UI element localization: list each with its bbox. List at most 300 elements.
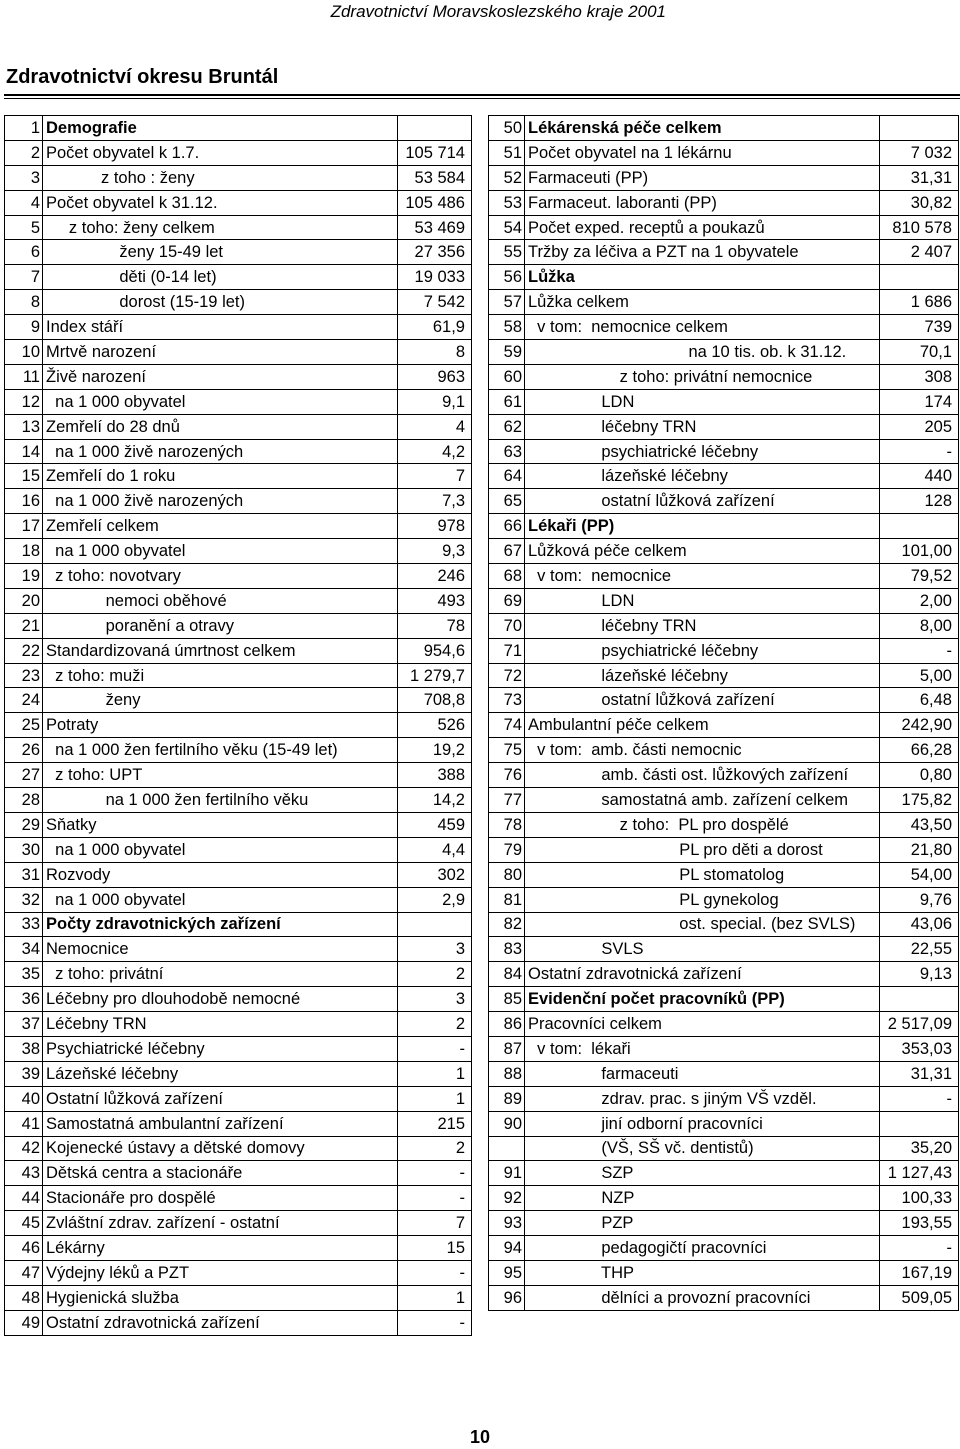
label-cell: farmaceuti (525, 1061, 880, 1086)
row-number-cell: 64 (489, 464, 525, 489)
row-number-cell: 79 (489, 837, 525, 862)
row-number-cell: 87 (489, 1036, 525, 1061)
table-row (489, 788, 959, 813)
row-number-cell: 66 (489, 514, 525, 539)
row-number-cell: 20 (5, 588, 43, 613)
label-cell: Ostatní zdravotnická zařízení (525, 962, 880, 987)
value-cell: 174 (880, 389, 959, 414)
table-row (489, 439, 959, 464)
section-row (489, 265, 959, 290)
row-number-cell: 59 (489, 340, 525, 365)
value-cell: 2 (398, 962, 472, 987)
row-number-cell: 42 (5, 1136, 43, 1161)
table-row (5, 1111, 472, 1136)
row-number-cell: 95 (489, 1260, 525, 1285)
label-cell: Ostatní zdravotnická zařízení (43, 1310, 398, 1335)
table-row (5, 489, 472, 514)
value-cell: 128 (880, 489, 959, 514)
value-cell: 3 (398, 937, 472, 962)
row-number-cell: 19 (5, 564, 43, 589)
value-cell: 708,8 (398, 688, 472, 713)
label-cell: Standardizovaná úmrtnost celkem (43, 638, 398, 663)
table-row (489, 588, 959, 613)
label-cell: z toho: privátní nemocnice (525, 364, 880, 389)
table-row (489, 340, 959, 365)
label-cell: Sňatky (43, 812, 398, 837)
label-cell: léčebny TRN (525, 414, 880, 439)
label-cell: THP (525, 1260, 880, 1285)
table-row (489, 1186, 959, 1211)
label-cell: lázeňské léčebny (525, 464, 880, 489)
row-number-cell: 7 (5, 265, 43, 290)
value-cell: 78 (398, 613, 472, 638)
table-row (489, 364, 959, 389)
row-number-cell: 57 (489, 290, 525, 315)
value-cell: 22,55 (880, 937, 959, 962)
value-cell: 1 (398, 1086, 472, 1111)
label-cell: Počet obyvatel k 31.12. (43, 190, 398, 215)
label-cell: psychiatrické léčebny (525, 439, 880, 464)
table-row (489, 190, 959, 215)
table-row (489, 564, 959, 589)
label-cell: Dětská centra a stacionáře (43, 1161, 398, 1186)
label-cell: z toho: privátní (43, 962, 398, 987)
label-cell: Index stáří (43, 315, 398, 340)
table-row (489, 1136, 959, 1161)
row-number-cell: 3 (5, 165, 43, 190)
value-cell: 4,2 (398, 439, 472, 464)
value-cell: 66,28 (880, 738, 959, 763)
value-cell: 242,90 (880, 713, 959, 738)
label-cell: LDN (525, 389, 880, 414)
value-cell: 9,1 (398, 389, 472, 414)
table-row (489, 215, 959, 240)
value-cell: 21,80 (880, 837, 959, 862)
table-row (5, 1236, 472, 1261)
value-cell: 302 (398, 862, 472, 887)
row-number-cell: 31 (5, 862, 43, 887)
row-number-cell: 16 (5, 489, 43, 514)
value-cell: 54,00 (880, 862, 959, 887)
value-cell: 3 (398, 987, 472, 1012)
label-cell: na 1 000 obyvatel (43, 539, 398, 564)
value-cell: - (398, 1161, 472, 1186)
value-cell: - (880, 1086, 959, 1111)
row-number-cell: 67 (489, 539, 525, 564)
table-row (5, 315, 472, 340)
table-row (489, 1211, 959, 1236)
label-cell: Léčebny TRN (43, 1012, 398, 1037)
label-cell: Lázeňské léčebny (43, 1061, 398, 1086)
table-row (5, 439, 472, 464)
table-row (489, 1161, 959, 1186)
row-number-cell: 90 (489, 1111, 525, 1136)
row-number-cell: 35 (5, 962, 43, 987)
table-row (5, 1036, 472, 1061)
label-cell: poranění a otravy (43, 613, 398, 638)
title-rule-thin (4, 98, 960, 99)
label-cell: Živě narození (43, 364, 398, 389)
label-cell: PZP (525, 1211, 880, 1236)
row-number-cell: 85 (489, 987, 525, 1012)
label-cell: pedagogičtí pracovníci (525, 1236, 880, 1261)
table-row (489, 713, 959, 738)
table-row (5, 564, 472, 589)
row-number-cell: 54 (489, 215, 525, 240)
label-cell: PL gynekolog (525, 887, 880, 912)
table-row (5, 763, 472, 788)
table-row (489, 389, 959, 414)
label-cell: Rozvody (43, 862, 398, 887)
value-cell: 2 (398, 1012, 472, 1037)
row-number-cell: 52 (489, 165, 525, 190)
row-number-cell: 49 (5, 1310, 43, 1335)
table-row (5, 340, 472, 365)
row-number-cell: 72 (489, 663, 525, 688)
value-cell: 2,00 (880, 588, 959, 613)
label-cell: psychiatrické léčebny (525, 638, 880, 663)
value-cell: 53 584 (398, 165, 472, 190)
table-row (5, 414, 472, 439)
table-row (5, 788, 472, 813)
value-cell: 246 (398, 564, 472, 589)
label-cell: na 10 tis. ob. k 31.12. (525, 340, 880, 365)
value-cell: 101,00 (880, 539, 959, 564)
label-cell: z toho: muži (43, 663, 398, 688)
table-row (5, 1136, 472, 1161)
table-row (5, 140, 472, 165)
value-cell (880, 1111, 959, 1136)
table-row (489, 688, 959, 713)
table-row (489, 887, 959, 912)
row-number-cell: 41 (5, 1111, 43, 1136)
value-cell (398, 116, 472, 141)
label-cell: LDN (525, 588, 880, 613)
label-cell: PL stomatolog (525, 862, 880, 887)
value-cell: 388 (398, 763, 472, 788)
label-cell: na 1 000 obyvatel (43, 389, 398, 414)
table-row (489, 240, 959, 265)
table-row (5, 1260, 472, 1285)
value-cell: 509,05 (880, 1285, 959, 1310)
label-cell: Evidenční počet pracovníků (PP) (525, 987, 880, 1012)
row-number-cell: 21 (5, 613, 43, 638)
label-cell: Výdejny léků a PZT (43, 1260, 398, 1285)
label-cell: na 1 000 obyvatel (43, 837, 398, 862)
value-cell: - (398, 1260, 472, 1285)
table-row (489, 1285, 959, 1310)
table-row (5, 514, 472, 539)
demography-table (4, 115, 472, 1336)
value-cell: 193,55 (880, 1211, 959, 1236)
value-cell: 27 356 (398, 240, 472, 265)
value-cell: 9,13 (880, 962, 959, 987)
row-number-cell: 6 (5, 240, 43, 265)
row-number-cell: 93 (489, 1211, 525, 1236)
value-cell: - (880, 638, 959, 663)
value-cell: 4 (398, 414, 472, 439)
label-cell: (VŠ, SŠ vč. dentistů) (525, 1136, 880, 1161)
row-number-cell: 11 (5, 364, 43, 389)
label-cell: Počet exped. receptů a poukazů (525, 215, 880, 240)
table-row (489, 638, 959, 663)
label-cell: ostatní lůžková zařízení (525, 489, 880, 514)
label-cell: NZP (525, 1186, 880, 1211)
value-cell: 2,9 (398, 887, 472, 912)
value-cell: 8,00 (880, 613, 959, 638)
row-number-cell (489, 1136, 525, 1161)
table-row (489, 663, 959, 688)
row-number-cell: 4 (5, 190, 43, 215)
table-row (489, 1012, 959, 1037)
section-row (489, 116, 959, 141)
value-cell: 205 (880, 414, 959, 439)
table-row (5, 464, 472, 489)
table-row (5, 389, 472, 414)
value-cell: 70,1 (880, 340, 959, 365)
row-number-cell: 56 (489, 265, 525, 290)
row-number-cell: 2 (5, 140, 43, 165)
label-cell: samostatná amb. zařízení celkem (525, 788, 880, 813)
value-cell: 15 (398, 1236, 472, 1261)
value-cell: 7 542 (398, 290, 472, 315)
row-number-cell: 96 (489, 1285, 525, 1310)
value-cell: 100,33 (880, 1186, 959, 1211)
table-row (5, 1186, 472, 1211)
label-cell: dorost (15-19 let) (43, 290, 398, 315)
label-cell: ženy (43, 688, 398, 713)
row-number-cell: 77 (489, 788, 525, 813)
value-cell: 4,4 (398, 837, 472, 862)
label-cell: Tržby za léčiva a PZT na 1 obyvatele (525, 240, 880, 265)
value-cell: 954,6 (398, 638, 472, 663)
value-cell: 105 714 (398, 140, 472, 165)
value-cell: 9,3 (398, 539, 472, 564)
row-number-cell: 14 (5, 439, 43, 464)
table-row (5, 190, 472, 215)
label-cell: ost. special. (bez SVLS) (525, 912, 880, 937)
value-cell: 5,00 (880, 663, 959, 688)
label-cell: Lůžka celkem (525, 290, 880, 315)
table-row (5, 290, 472, 315)
label-cell: Farmaceuti (PP) (525, 165, 880, 190)
table-row (489, 290, 959, 315)
table-row (5, 837, 472, 862)
row-number-cell: 47 (5, 1260, 43, 1285)
table-row (489, 1260, 959, 1285)
value-cell: 61,9 (398, 315, 472, 340)
table-row (489, 1061, 959, 1086)
table-row (5, 638, 472, 663)
row-number-cell: 51 (489, 140, 525, 165)
value-cell: 493 (398, 588, 472, 613)
label-cell: na 1 000 živě narozených (43, 439, 398, 464)
value-cell: 6,48 (880, 688, 959, 713)
value-cell: 2 (398, 1136, 472, 1161)
table-row (5, 215, 472, 240)
value-cell (398, 912, 472, 937)
label-cell: Lékaři (PP) (525, 514, 880, 539)
table-row (5, 812, 472, 837)
table-row (489, 962, 959, 987)
table-row (5, 613, 472, 638)
row-number-cell: 24 (5, 688, 43, 713)
value-cell: 1 (398, 1285, 472, 1310)
label-cell: na 1 000 obyvatel (43, 887, 398, 912)
row-number-cell: 81 (489, 887, 525, 912)
value-cell: 8 (398, 340, 472, 365)
label-cell: jiní odborní pracovníci (525, 1111, 880, 1136)
label-cell: Počet obyvatel na 1 lékárnu (525, 140, 880, 165)
label-cell: SZP (525, 1161, 880, 1186)
table-row (5, 962, 472, 987)
row-number-cell: 22 (5, 638, 43, 663)
label-cell: SVLS (525, 937, 880, 962)
table-row (5, 1285, 472, 1310)
label-cell: Mrtvě narození (43, 340, 398, 365)
value-cell: 215 (398, 1111, 472, 1136)
value-cell: 53 469 (398, 215, 472, 240)
row-number-cell: 30 (5, 837, 43, 862)
value-cell: 175,82 (880, 788, 959, 813)
section-row (489, 514, 959, 539)
table-row (489, 862, 959, 887)
table-row (5, 588, 472, 613)
section-row (5, 116, 472, 141)
table-row (489, 140, 959, 165)
value-cell: 105 486 (398, 190, 472, 215)
label-cell: PL pro děti a dorost (525, 837, 880, 862)
row-number-cell: 71 (489, 638, 525, 663)
row-number-cell: 68 (489, 564, 525, 589)
label-cell: na 1 000 žen fertilního věku (15-49 let) (43, 738, 398, 763)
row-number-cell: 48 (5, 1285, 43, 1310)
label-cell: Farmaceut. laboranti (PP) (525, 190, 880, 215)
table-row (489, 1036, 959, 1061)
label-cell: z toho: novotvary (43, 564, 398, 589)
row-number-cell: 58 (489, 315, 525, 340)
label-cell: Ambulantní péče celkem (525, 713, 880, 738)
table-row (489, 414, 959, 439)
value-cell: 2 407 (880, 240, 959, 265)
row-number-cell: 82 (489, 912, 525, 937)
row-number-cell: 28 (5, 788, 43, 813)
value-cell: - (398, 1186, 472, 1211)
table-row (5, 265, 472, 290)
row-number-cell: 9 (5, 315, 43, 340)
label-cell: Zemřelí do 1 roku (43, 464, 398, 489)
row-number-cell: 73 (489, 688, 525, 713)
value-cell (880, 116, 959, 141)
table-row (5, 539, 472, 564)
row-number-cell: 12 (5, 389, 43, 414)
row-number-cell: 26 (5, 738, 43, 763)
section-row (489, 987, 959, 1012)
table-row (5, 987, 472, 1012)
table-row (5, 1211, 472, 1236)
table-row (5, 663, 472, 688)
table-row (5, 1061, 472, 1086)
row-number-cell: 62 (489, 414, 525, 439)
label-cell: ostatní lůžková zařízení (525, 688, 880, 713)
table-row (5, 738, 472, 763)
label-cell: amb. části ost. lůžkových zařízení (525, 763, 880, 788)
row-number-cell: 10 (5, 340, 43, 365)
table-row (5, 165, 472, 190)
label-cell: Lékárny (43, 1236, 398, 1261)
row-number-cell: 70 (489, 613, 525, 638)
value-cell: 1 686 (880, 290, 959, 315)
value-cell: 43,50 (880, 812, 959, 837)
table-row (489, 613, 959, 638)
label-cell: z toho: PL pro dospělé (525, 812, 880, 837)
value-cell (880, 514, 959, 539)
label-cell: v tom: amb. části nemocnic (525, 738, 880, 763)
label-cell: Lůžka (525, 265, 880, 290)
table-row (489, 837, 959, 862)
label-cell: Zemřelí do 28 dnů (43, 414, 398, 439)
running-header: Zdravotnictví Moravskoslezského kraje 2001 (330, 2, 666, 21)
value-cell: 526 (398, 713, 472, 738)
row-number-cell: 88 (489, 1061, 525, 1086)
value-cell: 31,31 (880, 165, 959, 190)
row-number-cell: 94 (489, 1236, 525, 1261)
value-cell (880, 265, 959, 290)
row-number-cell: 18 (5, 539, 43, 564)
row-number-cell: 33 (5, 912, 43, 937)
value-cell: 963 (398, 364, 472, 389)
label-cell: na 1 000 žen fertilního věku (43, 788, 398, 813)
table-row (489, 912, 959, 937)
value-cell: 978 (398, 514, 472, 539)
row-number-cell: 39 (5, 1061, 43, 1086)
row-number-cell: 36 (5, 987, 43, 1012)
value-cell: 1 127,43 (880, 1161, 959, 1186)
label-cell: Hygienická služba (43, 1285, 398, 1310)
row-number-cell: 65 (489, 489, 525, 514)
row-number-cell: 63 (489, 439, 525, 464)
value-cell: - (398, 1036, 472, 1061)
row-number-cell: 69 (489, 588, 525, 613)
row-number-cell: 78 (489, 812, 525, 837)
row-number-cell: 91 (489, 1161, 525, 1186)
value-cell: 459 (398, 812, 472, 837)
page-number: 10 (469, 1427, 491, 1447)
label-cell: nemoci oběhové (43, 588, 398, 613)
value-cell: 440 (880, 464, 959, 489)
value-cell: 19 033 (398, 265, 472, 290)
value-cell: 1 279,7 (398, 663, 472, 688)
label-cell: Počet obyvatel k 1.7. (43, 140, 398, 165)
table-row (5, 1012, 472, 1037)
value-cell: 0,80 (880, 763, 959, 788)
value-cell: 30,82 (880, 190, 959, 215)
row-number-cell: 25 (5, 713, 43, 738)
row-number-cell: 60 (489, 364, 525, 389)
row-number-cell: 15 (5, 464, 43, 489)
value-cell: 1 (398, 1061, 472, 1086)
value-cell: 14,2 (398, 788, 472, 813)
label-cell: dělníci a provozní pracovníci (525, 1285, 880, 1310)
table-row (5, 364, 472, 389)
table-row (489, 937, 959, 962)
label-cell: Psychiatrické léčebny (43, 1036, 398, 1061)
section-row (5, 912, 472, 937)
row-number-cell: 76 (489, 763, 525, 788)
row-number-cell: 84 (489, 962, 525, 987)
label-cell: děti (0-14 let) (43, 265, 398, 290)
table-row (489, 1111, 959, 1136)
